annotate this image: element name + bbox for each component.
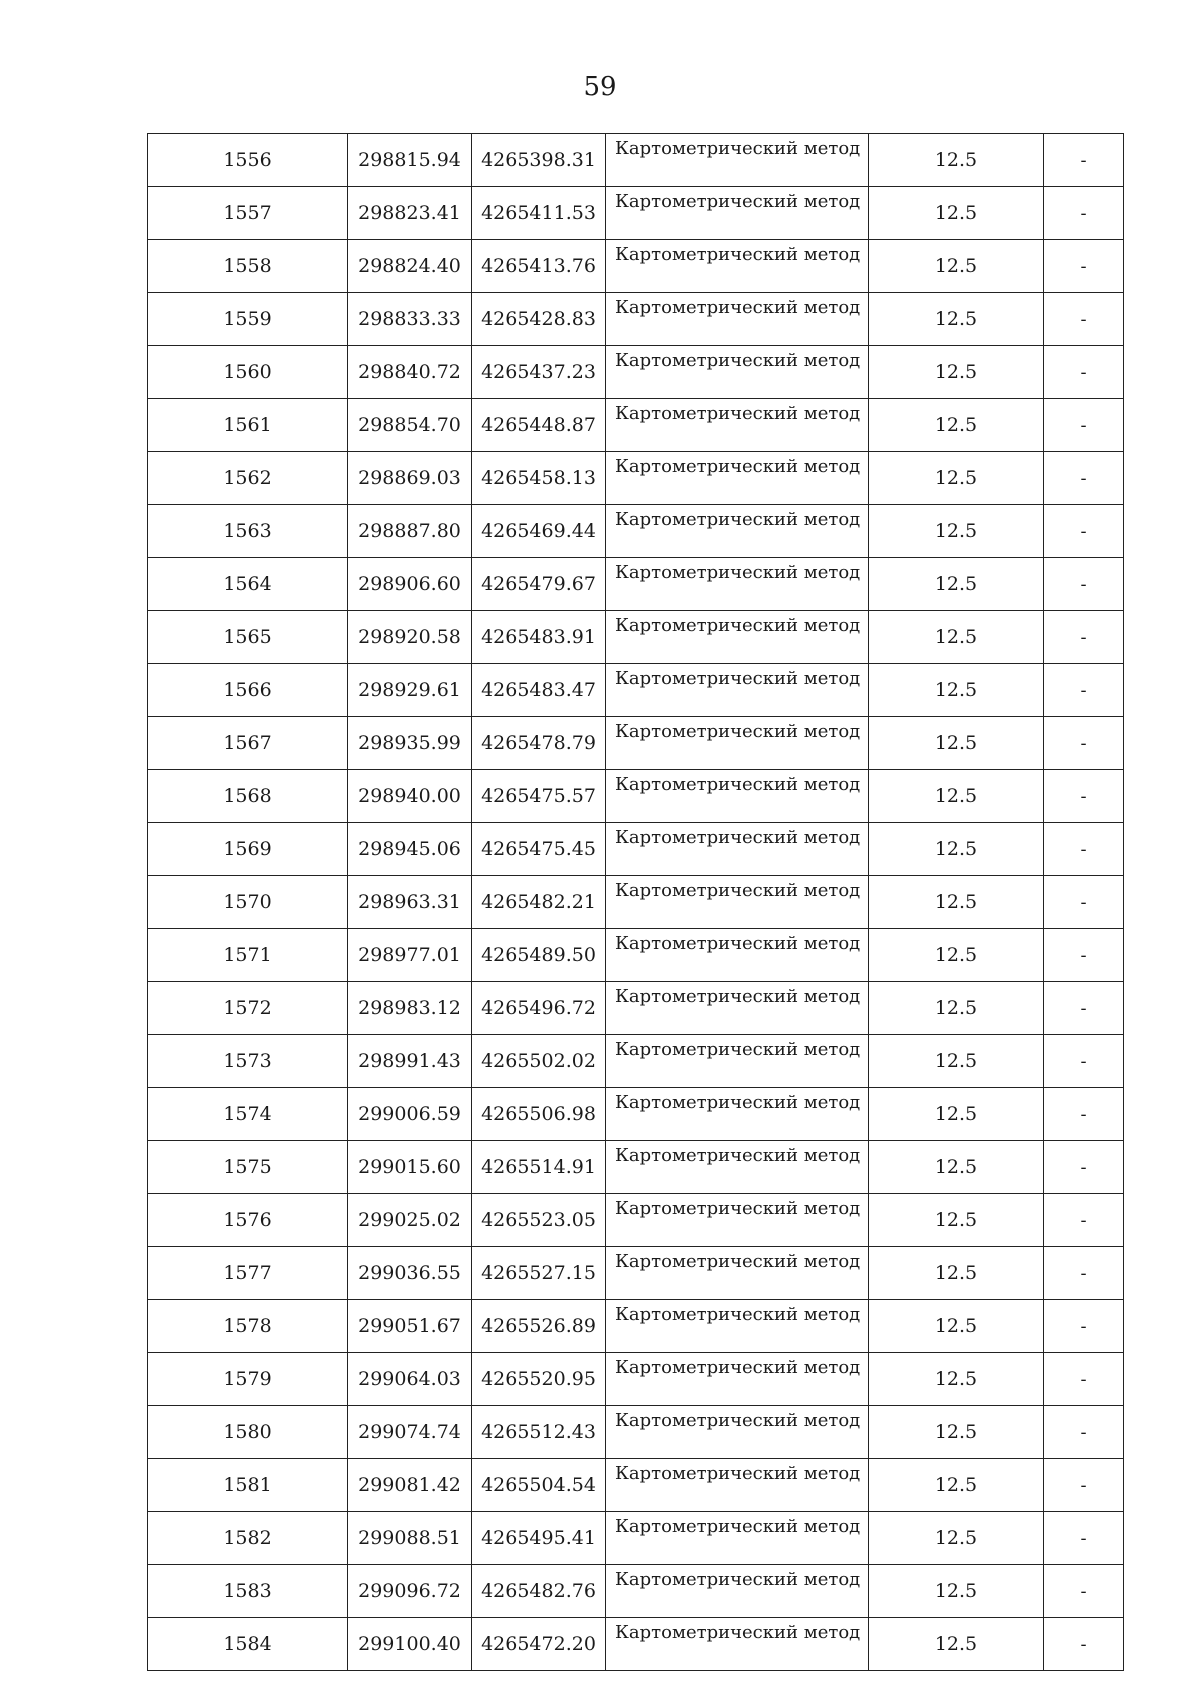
accuracy-cell: 12.5 <box>869 1194 1044 1247</box>
x-coordinate-cell: 298906.60 <box>348 558 472 611</box>
x-coordinate-cell: 298920.58 <box>348 611 472 664</box>
x-coordinate-cell: 298929.61 <box>348 664 472 717</box>
table-row <box>148 1406 1124 1459</box>
accuracy-cell: 12.5 <box>869 1565 1044 1618</box>
note-cell: - <box>1044 240 1124 293</box>
table-row <box>148 293 1124 346</box>
point-number-cell: 1574 <box>148 1088 348 1141</box>
point-number-cell: 1580 <box>148 1406 348 1459</box>
y-coordinate-cell: 4265458.13 <box>472 452 606 505</box>
table-row <box>148 505 1124 558</box>
y-coordinate-cell: 4265398.31 <box>472 134 606 187</box>
table-row <box>148 558 1124 611</box>
method-cell: Картометрический метод <box>606 1512 869 1565</box>
method-cell: Картометрический метод <box>606 1088 869 1141</box>
point-number-cell: 1581 <box>148 1459 348 1512</box>
method-cell: Картометрический метод <box>606 982 869 1035</box>
x-coordinate-cell: 298977.01 <box>348 929 472 982</box>
note-cell: - <box>1044 1141 1124 1194</box>
accuracy-cell: 12.5 <box>869 452 1044 505</box>
accuracy-cell: 12.5 <box>869 1353 1044 1406</box>
method-cell: Картометрический метод <box>606 187 869 240</box>
point-number-cell: 1579 <box>148 1353 348 1406</box>
table-row <box>148 1141 1124 1194</box>
method-cell: Картометрический метод <box>606 876 869 929</box>
x-coordinate-cell: 299096.72 <box>348 1565 472 1618</box>
table-row <box>148 1300 1124 1353</box>
table-row <box>148 717 1124 770</box>
note-cell: - <box>1044 1088 1124 1141</box>
point-number-cell: 1559 <box>148 293 348 346</box>
x-coordinate-cell: 298840.72 <box>348 346 472 399</box>
table-row <box>148 664 1124 717</box>
point-number-cell: 1570 <box>148 876 348 929</box>
note-cell: - <box>1044 823 1124 876</box>
x-coordinate-cell: 299006.59 <box>348 1088 472 1141</box>
table-row <box>148 1194 1124 1247</box>
table-row <box>148 1459 1124 1512</box>
x-coordinate-cell: 299081.42 <box>348 1459 472 1512</box>
point-number-cell: 1575 <box>148 1141 348 1194</box>
note-cell: - <box>1044 664 1124 717</box>
table-row <box>148 982 1124 1035</box>
accuracy-cell: 12.5 <box>869 399 1044 452</box>
y-coordinate-cell: 4265495.41 <box>472 1512 606 1565</box>
y-coordinate-cell: 4265506.98 <box>472 1088 606 1141</box>
x-coordinate-cell: 298824.40 <box>348 240 472 293</box>
accuracy-cell: 12.5 <box>869 1459 1044 1512</box>
method-cell: Картометрический метод <box>606 134 869 187</box>
note-cell: - <box>1044 876 1124 929</box>
accuracy-cell: 12.5 <box>869 1088 1044 1141</box>
y-coordinate-cell: 4265502.02 <box>472 1035 606 1088</box>
y-coordinate-cell: 4265469.44 <box>472 505 606 558</box>
point-number-cell: 1558 <box>148 240 348 293</box>
note-cell: - <box>1044 346 1124 399</box>
note-cell: - <box>1044 611 1124 664</box>
accuracy-cell: 12.5 <box>869 982 1044 1035</box>
table-row <box>148 452 1124 505</box>
point-number-cell: 1583 <box>148 1565 348 1618</box>
accuracy-cell: 12.5 <box>869 1406 1044 1459</box>
method-cell: Картометрический метод <box>606 770 869 823</box>
x-coordinate-cell: 298887.80 <box>348 505 472 558</box>
method-cell: Картометрический метод <box>606 505 869 558</box>
method-cell: Картометрический метод <box>606 823 869 876</box>
accuracy-cell: 12.5 <box>869 1300 1044 1353</box>
method-cell: Картометрический метод <box>606 293 869 346</box>
accuracy-cell: 12.5 <box>869 240 1044 293</box>
x-coordinate-cell: 299025.02 <box>348 1194 472 1247</box>
x-coordinate-cell: 298945.06 <box>348 823 472 876</box>
x-coordinate-cell: 299100.40 <box>348 1618 472 1671</box>
x-coordinate-cell: 298815.94 <box>348 134 472 187</box>
table-row <box>148 823 1124 876</box>
note-cell: - <box>1044 558 1124 611</box>
y-coordinate-cell: 4265413.76 <box>472 240 606 293</box>
note-cell: - <box>1044 399 1124 452</box>
method-cell: Картометрический метод <box>606 1618 869 1671</box>
method-cell: Картометрический метод <box>606 1353 869 1406</box>
method-cell: Картометрический метод <box>606 1406 869 1459</box>
y-coordinate-cell: 4265523.05 <box>472 1194 606 1247</box>
point-number-cell: 1567 <box>148 717 348 770</box>
y-coordinate-cell: 4265512.43 <box>472 1406 606 1459</box>
table-row <box>148 770 1124 823</box>
method-cell: Картометрический метод <box>606 399 869 452</box>
x-coordinate-cell: 298940.00 <box>348 770 472 823</box>
note-cell: - <box>1044 1300 1124 1353</box>
x-coordinate-cell: 299074.74 <box>348 1406 472 1459</box>
x-coordinate-cell: 298823.41 <box>348 187 472 240</box>
method-cell: Картометрический метод <box>606 240 869 293</box>
table-row <box>148 134 1124 187</box>
y-coordinate-cell: 4265428.83 <box>472 293 606 346</box>
table-row <box>148 1035 1124 1088</box>
point-number-cell: 1576 <box>148 1194 348 1247</box>
method-cell: Картометрический метод <box>606 1247 869 1300</box>
table-row <box>148 1512 1124 1565</box>
x-coordinate-cell: 298833.33 <box>348 293 472 346</box>
method-cell: Картометрический метод <box>606 1459 869 1512</box>
y-coordinate-cell: 4265478.79 <box>472 717 606 770</box>
note-cell: - <box>1044 452 1124 505</box>
point-number-cell: 1562 <box>148 452 348 505</box>
y-coordinate-cell: 4265482.21 <box>472 876 606 929</box>
y-coordinate-cell: 4265448.87 <box>472 399 606 452</box>
point-number-cell: 1582 <box>148 1512 348 1565</box>
accuracy-cell: 12.5 <box>869 1247 1044 1300</box>
note-cell: - <box>1044 134 1124 187</box>
point-number-cell: 1572 <box>148 982 348 1035</box>
point-number-cell: 1569 <box>148 823 348 876</box>
y-coordinate-cell: 4265437.23 <box>472 346 606 399</box>
point-number-cell: 1568 <box>148 770 348 823</box>
y-coordinate-cell: 4265489.50 <box>472 929 606 982</box>
table-row <box>148 611 1124 664</box>
table-row <box>148 1618 1124 1671</box>
point-number-cell: 1556 <box>148 134 348 187</box>
y-coordinate-cell: 4265411.53 <box>472 187 606 240</box>
point-number-cell: 1566 <box>148 664 348 717</box>
note-cell: - <box>1044 770 1124 823</box>
point-number-cell: 1564 <box>148 558 348 611</box>
x-coordinate-cell: 299088.51 <box>348 1512 472 1565</box>
y-coordinate-cell: 4265475.57 <box>472 770 606 823</box>
method-cell: Картометрический метод <box>606 1035 869 1088</box>
method-cell: Картометрический метод <box>606 929 869 982</box>
x-coordinate-cell: 298983.12 <box>348 982 472 1035</box>
accuracy-cell: 12.5 <box>869 293 1044 346</box>
note-cell: - <box>1044 1194 1124 1247</box>
note-cell: - <box>1044 982 1124 1035</box>
note-cell: - <box>1044 1035 1124 1088</box>
x-coordinate-cell: 298854.70 <box>348 399 472 452</box>
point-number-cell: 1560 <box>148 346 348 399</box>
y-coordinate-cell: 4265483.91 <box>472 611 606 664</box>
accuracy-cell: 12.5 <box>869 1035 1044 1088</box>
x-coordinate-cell: 298991.43 <box>348 1035 472 1088</box>
method-cell: Картометрический метод <box>606 717 869 770</box>
point-number-cell: 1573 <box>148 1035 348 1088</box>
method-cell: Картометрический метод <box>606 1300 869 1353</box>
x-coordinate-cell: 299051.67 <box>348 1300 472 1353</box>
table-row <box>148 1353 1124 1406</box>
point-number-cell: 1557 <box>148 187 348 240</box>
accuracy-cell: 12.5 <box>869 611 1044 664</box>
page-number: 59 <box>583 72 617 102</box>
accuracy-cell: 12.5 <box>869 134 1044 187</box>
y-coordinate-cell: 4265472.20 <box>472 1618 606 1671</box>
accuracy-cell: 12.5 <box>869 876 1044 929</box>
method-cell: Картометрический метод <box>606 452 869 505</box>
method-cell: Картометрический метод <box>606 558 869 611</box>
x-coordinate-cell: 298963.31 <box>348 876 472 929</box>
method-cell: Картометрический метод <box>606 346 869 399</box>
x-coordinate-cell: 299015.60 <box>348 1141 472 1194</box>
accuracy-cell: 12.5 <box>869 1618 1044 1671</box>
note-cell: - <box>1044 293 1124 346</box>
table-row <box>148 399 1124 452</box>
note-cell: - <box>1044 1247 1124 1300</box>
note-cell: - <box>1044 1406 1124 1459</box>
note-cell: - <box>1044 187 1124 240</box>
note-cell: - <box>1044 1565 1124 1618</box>
accuracy-cell: 12.5 <box>869 187 1044 240</box>
accuracy-cell: 12.5 <box>869 823 1044 876</box>
y-coordinate-cell: 4265520.95 <box>472 1353 606 1406</box>
table-row <box>148 876 1124 929</box>
y-coordinate-cell: 4265526.89 <box>472 1300 606 1353</box>
x-coordinate-cell: 299036.55 <box>348 1247 472 1300</box>
method-cell: Картометрический метод <box>606 1565 869 1618</box>
x-coordinate-cell: 299064.03 <box>348 1353 472 1406</box>
note-cell: - <box>1044 717 1124 770</box>
point-number-cell: 1561 <box>148 399 348 452</box>
x-coordinate-cell: 298869.03 <box>348 452 472 505</box>
point-number-cell: 1584 <box>148 1618 348 1671</box>
accuracy-cell: 12.5 <box>869 1141 1044 1194</box>
note-cell: - <box>1044 1459 1124 1512</box>
point-number-cell: 1563 <box>148 505 348 558</box>
method-cell: Картометрический метод <box>606 611 869 664</box>
accuracy-cell: 12.5 <box>869 346 1044 399</box>
x-coordinate-cell: 298935.99 <box>348 717 472 770</box>
y-coordinate-cell: 4265483.47 <box>472 664 606 717</box>
accuracy-cell: 12.5 <box>869 770 1044 823</box>
y-coordinate-cell: 4265475.45 <box>472 823 606 876</box>
point-number-cell: 1565 <box>148 611 348 664</box>
note-cell: - <box>1044 929 1124 982</box>
accuracy-cell: 12.5 <box>869 558 1044 611</box>
method-cell: Картометрический метод <box>606 664 869 717</box>
point-number-cell: 1571 <box>148 929 348 982</box>
note-cell: - <box>1044 505 1124 558</box>
note-cell: - <box>1044 1353 1124 1406</box>
table-row <box>148 1565 1124 1618</box>
y-coordinate-cell: 4265527.15 <box>472 1247 606 1300</box>
table-row <box>148 929 1124 982</box>
y-coordinate-cell: 4265496.72 <box>472 982 606 1035</box>
coordinates-table <box>147 133 1124 1671</box>
accuracy-cell: 12.5 <box>869 717 1044 770</box>
table-row <box>148 346 1124 399</box>
accuracy-cell: 12.5 <box>869 664 1044 717</box>
accuracy-cell: 12.5 <box>869 1512 1044 1565</box>
method-cell: Картометрический метод <box>606 1194 869 1247</box>
note-cell: - <box>1044 1512 1124 1565</box>
y-coordinate-cell: 4265504.54 <box>472 1459 606 1512</box>
y-coordinate-cell: 4265482.76 <box>472 1565 606 1618</box>
method-cell: Картометрический метод <box>606 1141 869 1194</box>
coordinates-table-body <box>148 134 1124 1671</box>
accuracy-cell: 12.5 <box>869 505 1044 558</box>
note-cell: - <box>1044 1618 1124 1671</box>
y-coordinate-cell: 4265479.67 <box>472 558 606 611</box>
point-number-cell: 1578 <box>148 1300 348 1353</box>
point-number-cell: 1577 <box>148 1247 348 1300</box>
accuracy-cell: 12.5 <box>869 929 1044 982</box>
table-row <box>148 187 1124 240</box>
table-row <box>148 1088 1124 1141</box>
y-coordinate-cell: 4265514.91 <box>472 1141 606 1194</box>
table-row <box>148 240 1124 293</box>
table-row <box>148 1247 1124 1300</box>
